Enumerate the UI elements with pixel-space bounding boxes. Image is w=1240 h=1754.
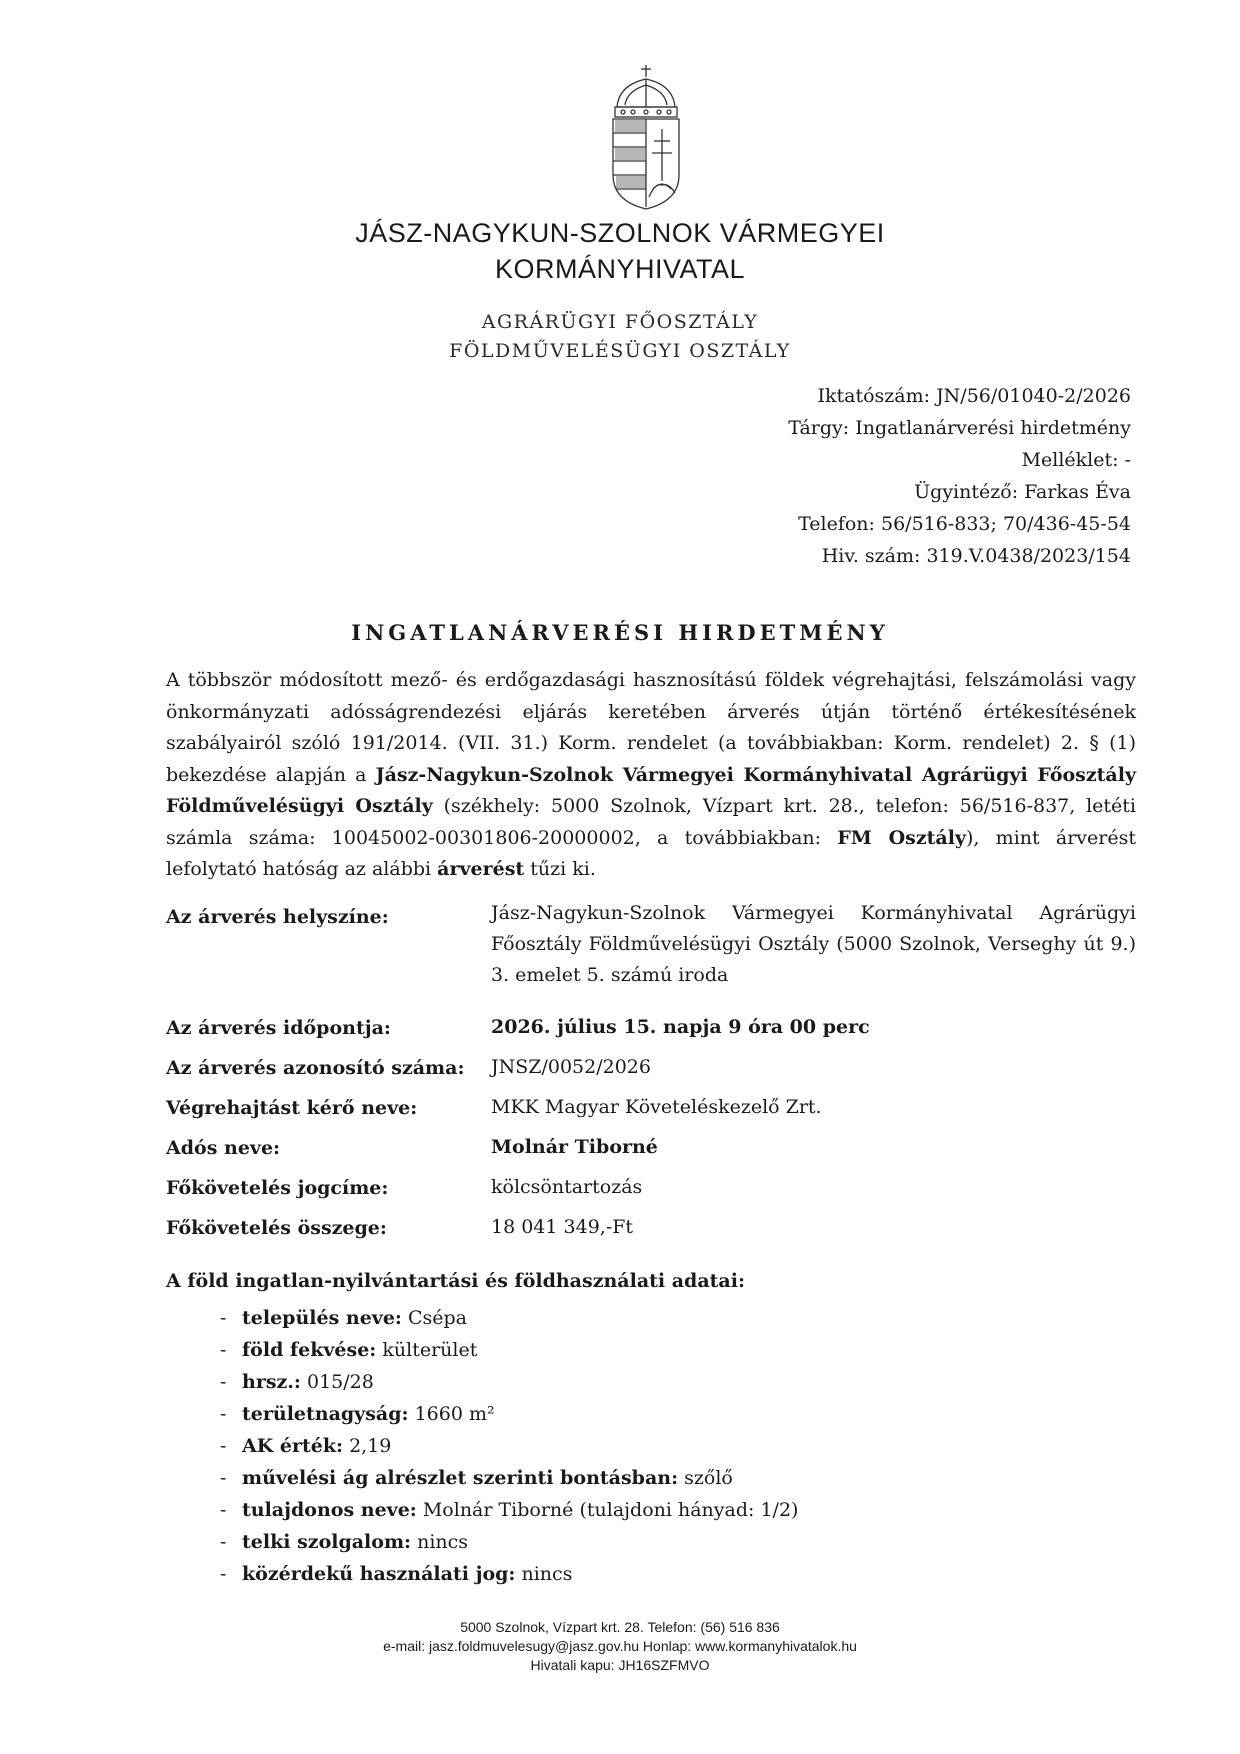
land-value: 015/28	[307, 1371, 374, 1393]
land-key: AK érték:	[242, 1435, 344, 1457]
intro-bold-fm: FM Osztály	[837, 826, 966, 849]
intro-paragraph	[166, 665, 1136, 886]
detail-value: 18 041 349,-Ft	[491, 1216, 634, 1238]
org-name-line1: JÁSZ-NAGYKUN-SZOLNOK VÁRMEGYEI	[355, 218, 885, 248]
detail-value: Jász-Nagykun-Szolnok Vármegyei Kormányhivatal Agrárügyi Főosztály Földművelésügyi Osztály (5000 Szolnok, Verseghy út 9.) 3. emelet 5. számú iroda	[491, 902, 1136, 986]
detail-label: Az árverés azonosító száma:	[166, 1057, 465, 1079]
intro-text-3: ), mint árverést lefolytató hatóság az alábbi	[166, 826, 1136, 880]
land-key: telki szolgalom:	[242, 1531, 412, 1553]
page-footer	[0, 1618, 1240, 1675]
land-value: Molnár Tiborné (tulajdoni hányad: 1/2)	[422, 1499, 799, 1521]
detail-row-creditor	[166, 1092, 1136, 1132]
detail-label: Az árverés helyszíne:	[166, 906, 389, 928]
land-data-list	[220, 1302, 798, 1590]
land-value: külterület	[382, 1339, 478, 1361]
detail-value: kölcsöntartozás	[491, 1176, 643, 1198]
list-item	[220, 1494, 798, 1526]
list-item	[220, 1334, 798, 1366]
land-key: tulajdonos neve:	[242, 1499, 417, 1521]
meta-reference-number: Iktatószám: JN/56/01040-2/2026	[817, 385, 1131, 407]
list-item	[220, 1558, 798, 1590]
detail-label: Adós neve:	[166, 1137, 281, 1159]
org-name-line2: KORMÁNYHIVATAL	[494, 254, 746, 284]
detail-row-claim-amount	[166, 1212, 1136, 1252]
list-item	[220, 1430, 798, 1462]
detail-value: 2026. július 15. napja 9 óra 00 perc	[491, 1016, 870, 1038]
land-key: település neve:	[242, 1307, 402, 1329]
auction-details	[166, 898, 1136, 1252]
list-item	[220, 1302, 798, 1334]
intro-bold-auction: árverést	[437, 858, 525, 880]
meta-subject: Tárgy: Ingatlanárverési hirdetmény	[788, 417, 1131, 439]
list-item	[220, 1398, 798, 1430]
detail-value: JNSZ/0052/2026	[491, 1056, 651, 1078]
meta-attachment: Melléklet: -	[1021, 449, 1131, 471]
intro-bold-authority: Jász-Nagykun-Szolnok Vármegyei Kormányhivatal Agrárügyi Főosztály Földművelésügyi Osztály	[166, 763, 1137, 817]
meta-administrator: Ügyintéző: Farkas Éva	[914, 481, 1131, 503]
land-value: nincs	[521, 1563, 573, 1585]
land-key: területnagyság:	[242, 1403, 409, 1425]
detail-label: Főkövetelés jogcíme:	[166, 1177, 389, 1199]
land-value: 1660 m²	[414, 1403, 495, 1425]
meta-office-number: Hiv. szám: 319.V.0438/2023/154	[821, 545, 1131, 567]
meta-phone: Telefon: 56/516-833; 70/436-45-54	[798, 513, 1131, 535]
detail-label: Végrehajtást kérő neve:	[166, 1097, 418, 1119]
detail-value: Molnár Tiborné	[491, 1136, 658, 1158]
detail-row-date	[166, 1012, 1136, 1052]
land-value: 2,19	[349, 1435, 392, 1457]
land-key: hrsz.:	[242, 1371, 301, 1393]
intro-text-1: A többször módosított mező- és erdőgazdasági hasznosítású földek végrehajtási, felszámolási vagy önkormányzati adósságrendezési eljárás keretében árverés útján történő értékesítésének szabályairól szóló 191/2014. (VII. 31.) Korm. rendelet (a továbbiakban: Korm. rendelet) 2. § (1) bekezdése alapján a	[166, 669, 1136, 786]
footer-contact: e-mail: jasz.foldmuvelesugy@jasz.gov.hu Honlap: www.kormanyhivatalok.hu	[383, 1638, 857, 1654]
footer-office-gate: Hivatali kapu: JH16SZFMVO	[530, 1657, 710, 1673]
land-key: művelési ág alrészlet szerinti bontásban:	[242, 1467, 679, 1489]
detail-row-claim-title	[166, 1172, 1136, 1212]
list-item	[220, 1462, 798, 1494]
intro-text-4: tűzi ki.	[524, 858, 596, 880]
land-data-title: A föld ingatlan-nyilvántartási és földhasználati adatai:	[166, 1270, 745, 1292]
document-heading: INGATLANÁRVERÉSI HIRDETMÉNY	[351, 620, 889, 645]
department-line1: AGRÁRÜGYI FŐOSZTÁLY	[481, 311, 759, 333]
hungarian-coat-of-arms-icon	[607, 63, 685, 211]
list-item	[220, 1526, 798, 1558]
land-key: föld fekvése:	[242, 1339, 377, 1361]
list-item	[220, 1366, 798, 1398]
footer-address: 5000 Szolnok, Vízpart krt. 28. Telefon: (56) 516 836	[460, 1619, 780, 1635]
detail-row-location	[166, 898, 1136, 1012]
detail-row-debtor	[166, 1132, 1136, 1172]
land-key: közérdekű használati jog:	[242, 1563, 516, 1585]
detail-row-id	[166, 1052, 1136, 1092]
detail-label: Az árverés időpontja:	[166, 1017, 391, 1039]
intro-text-2: (székhely: 5000 Szolnok, Vízpart krt. 28., telefon: 56/516-837, letéti számla száma: 10045002-00301806-20000002, a továbbiakban:	[166, 795, 1137, 849]
document-meta	[788, 380, 1131, 572]
land-value: nincs	[417, 1531, 469, 1553]
detail-value: MKK Magyar Követeléskezelő Zrt.	[491, 1096, 822, 1118]
land-value: szőlő	[684, 1467, 733, 1489]
detail-label: Főkövetelés összege:	[166, 1217, 387, 1239]
department-line2: FÖLDMŰVELÉSÜGYI OSZTÁLY	[449, 340, 791, 362]
land-value: Csépa	[407, 1307, 468, 1329]
